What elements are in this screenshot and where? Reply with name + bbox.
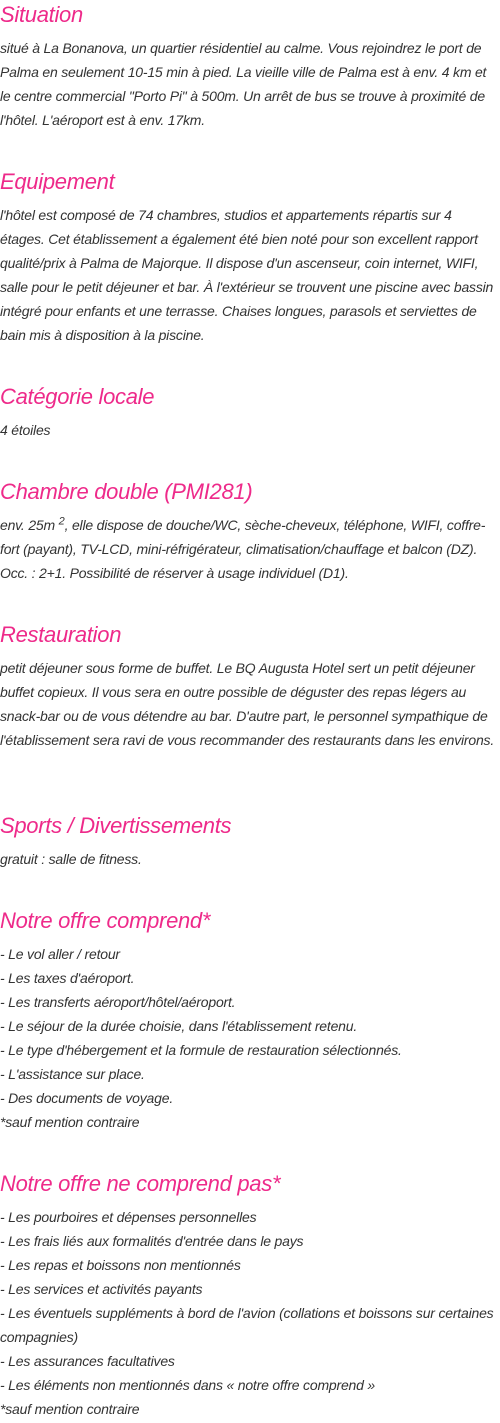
comprend-note: *sauf mention contraire xyxy=(0,1114,140,1130)
chambre-text-end: , elle dispose de douche/WC, sèche-cheveux, téléphone, WIFI, coffre-fort (payant), TV-LCD, mini-réfrigérateur, climatisation/chauffage et balcon (DZ). Occ. : 2+1. Possibilité de réserver à usage individuel (D1). xyxy=(0,517,486,581)
list-item: - Des documents de voyage. xyxy=(0,1090,174,1106)
list-item: - L'assistance sur place. xyxy=(0,1066,145,1082)
list-item: - Le vol aller / retour xyxy=(0,946,120,962)
list-item: - Les transferts aéroport/hôtel/aéroport. xyxy=(0,994,236,1010)
section-ne-comprend-pas xyxy=(0,1169,496,1421)
list-item: - Les taxes d'aéroport. xyxy=(0,970,135,986)
section-text-categorie: 4 étoiles xyxy=(0,422,51,438)
section-sports xyxy=(0,811,496,871)
section-text-restauration: petit déjeuner sous forme de buffet. Le BQ Augusta Hotel sert un petit déjeuner buffet copieux. Il vous sera en outre possible de déguster des repas légers au snack-bar ou de vous détendre au bar. D'autre part, le personnel sympathique de l'établissement sera ravi de vous recommander des restaurants dans les environs. xyxy=(0,660,495,748)
section-text-chambre xyxy=(0,513,496,585)
section-title-chambre: Chambre double (PMI281) xyxy=(0,479,253,504)
section-categorie xyxy=(0,382,496,442)
chambre-text-start: env. 25m xyxy=(0,517,59,533)
section-situation xyxy=(0,0,496,132)
list-item: - Les pourboires et dépenses personnelles xyxy=(0,1209,257,1225)
section-equipement xyxy=(0,167,496,347)
section-restauration xyxy=(0,620,496,752)
section-title-equipement: Equipement xyxy=(0,169,115,194)
section-text-situation: situé à La Bonanova, un quartier résidentiel au calme. Vous rejoindrez le port de Palma en seulement 10-15 min à pied. La vieille ville de Palma est à env. 4 km et le centre commercial "Porto Pi" à 500m. Un arrêt de bus se trouve à proximité de l'hôtel. L'aéroport est à env. 17km. xyxy=(0,40,487,128)
section-comprend xyxy=(0,906,496,1134)
section-title-sports: Sports / Divertissements xyxy=(0,813,232,838)
section-title-comprend: Notre offre comprend* xyxy=(0,908,211,933)
section-text-sports: gratuit : salle de fitness. xyxy=(0,851,142,867)
list-item: - Le type d'hébergement et la formule de restauration sélectionnés. xyxy=(0,1042,402,1058)
list-item: - Les services et activités payants xyxy=(0,1281,203,1297)
comprend-list xyxy=(0,942,496,1110)
ne-comprend-pas-note: *sauf mention contraire xyxy=(0,1401,140,1417)
list-item: - Le séjour de la durée choisie, dans l'établissement retenu. xyxy=(0,1018,358,1034)
list-item: - Les assurances facultatives xyxy=(0,1353,175,1369)
chambre-superscript: 2 xyxy=(58,515,65,528)
list-item: - Les éventuels suppléments à bord de l'avion (collations et boissons sur certaines compagnies) xyxy=(0,1305,494,1345)
ne-comprend-pas-list xyxy=(0,1205,496,1397)
list-item: - Les éléments non mentionnés dans « notre offre comprend » xyxy=(0,1377,375,1393)
section-title-situation: Situation xyxy=(0,2,83,27)
section-chambre xyxy=(0,477,496,585)
list-item: - Les repas et boissons non mentionnés xyxy=(0,1257,241,1273)
section-title-ne-comprend-pas: Notre offre ne comprend pas* xyxy=(0,1171,281,1196)
list-item: - Les frais liés aux formalités d'entrée dans le pays xyxy=(0,1233,304,1249)
section-text-equipement: l'hôtel est composé de 74 chambres, studios et appartements répartis sur 4 étages. Cet établissement a également été bien noté pour son excellent rapport qualité/prix à Palma de Majorque. Il dispose d'un ascenseur, coin internet, WIFI, salle pour le petit déjeuner et bar. À l'extérieur se trouvent une piscine avec bassin intégré pour enfants et une terrasse. Chaises longues, parasols et serviettes de bain mis à disposition à la piscine. xyxy=(0,207,494,343)
section-title-categorie: Catégorie locale xyxy=(0,384,155,409)
section-title-restauration: Restauration xyxy=(0,622,122,647)
